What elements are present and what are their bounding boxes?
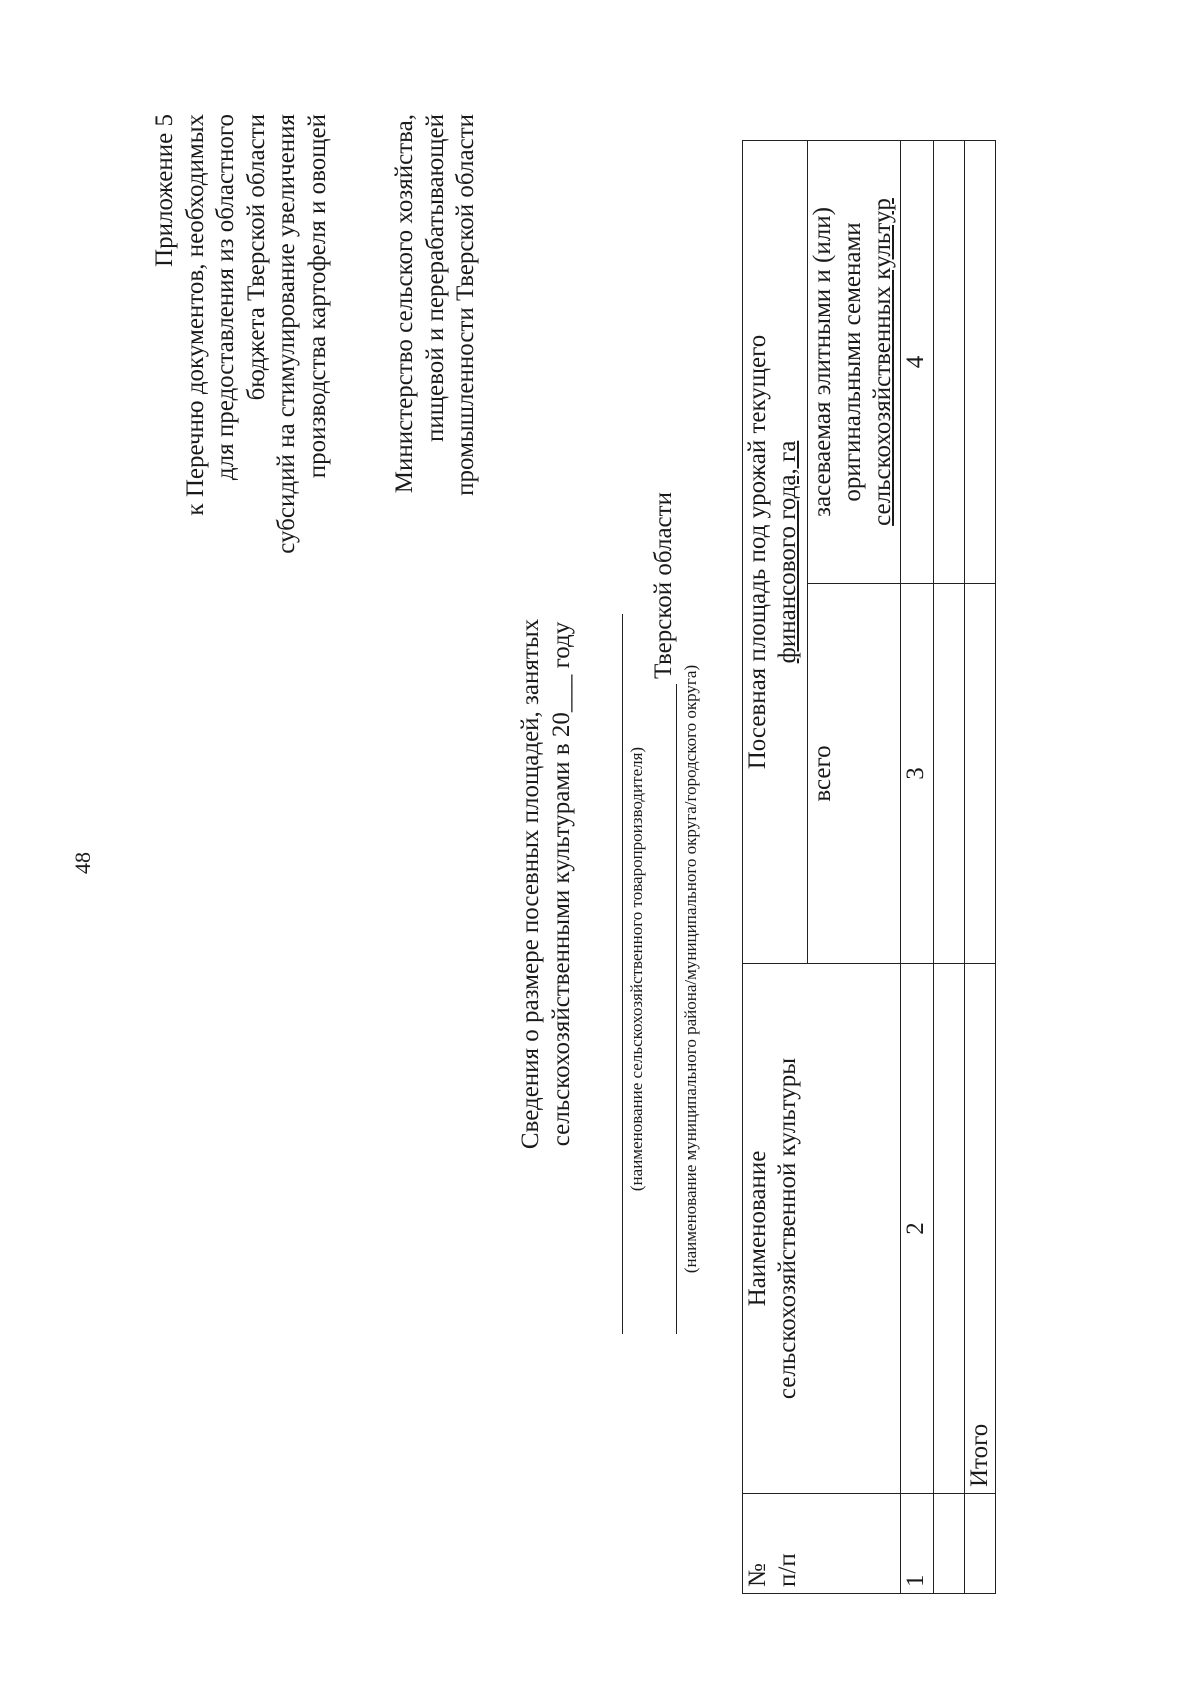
column-number-cell: 1 — [901, 1494, 934, 1594]
table-cell — [965, 1494, 996, 1594]
table-header-row — [743, 140, 808, 1593]
table-cell — [965, 140, 996, 583]
table-cell — [934, 140, 965, 583]
appendix-line: Приложение 5 — [151, 114, 178, 267]
appendix-line: для предоставления из областного — [212, 114, 239, 481]
appendix-line: к Перечню документов, необходимых — [181, 114, 209, 516]
municipality-name-caption: (наименование муниципального района/муниципального округа/городского округа) — [681, 664, 700, 1274]
table-cell — [934, 1494, 965, 1594]
document-title — [515, 534, 577, 1234]
header-crop-name-line: Наименование — [744, 1150, 771, 1307]
table-cell — [934, 584, 965, 964]
title-line: Сведения о размере посевных площадей, занятых — [517, 618, 544, 1150]
header-elite-line: засеваемая элитными и (или) — [809, 207, 836, 517]
table-cell — [934, 964, 965, 1494]
table-row-total — [965, 140, 996, 1593]
table-row — [934, 140, 965, 1593]
total-label-cell: Итого — [965, 964, 996, 1494]
addressee-block — [390, 114, 482, 724]
addressee-line: пищевой и перерабатывающей — [421, 114, 449, 443]
header-sown-area-line: Посевная площадь под урожай текущего — [744, 334, 771, 770]
appendix-line: производства картофеля и овощей — [303, 114, 331, 479]
column-number-cell: 3 — [901, 584, 934, 964]
appendix-header — [150, 114, 333, 724]
crop-area-table — [742, 140, 996, 1594]
producer-name-caption: (наименование сельскохозяйственного товаропроизводителя) — [627, 746, 646, 1192]
column-number-cell: 4 — [901, 140, 934, 583]
table-cell — [965, 584, 996, 964]
header-sown-area-line: финансового года, га — [774, 440, 801, 664]
header-num-symbol: № — [744, 1563, 771, 1587]
table-row — [901, 140, 934, 1593]
header-sown-area-cell — [743, 140, 808, 963]
header-elite-seeds-cell — [808, 140, 901, 583]
header-total-cell: всего — [808, 584, 901, 964]
addressee-line: Министерство сельского хозяйства, — [391, 114, 418, 494]
municipality-name-line — [676, 684, 677, 1334]
header-elite-line: сельскохозяйственных культур — [869, 198, 896, 526]
region-suffix: Тверской области — [650, 492, 677, 679]
header-num-cell — [743, 1494, 901, 1594]
header-elite-line: оригинальными семенами — [839, 222, 866, 502]
page-number: 48 — [70, 852, 95, 874]
header-num-abbr: п/п — [774, 1553, 801, 1587]
addressee-line: промышленности Тверской области — [452, 114, 479, 496]
appendix-line: субсидий на стимулирование увеличения — [273, 114, 300, 554]
title-line: сельскохозяйственными культурами в 20___ году — [548, 621, 575, 1147]
column-number-cell: 2 — [901, 964, 934, 1494]
header-crop-name-line: сельскохозяйственной культуры — [774, 1057, 801, 1400]
header-crop-name-cell — [743, 964, 901, 1494]
appendix-line: бюджета Тверской области — [242, 114, 270, 401]
producer-name-line — [622, 614, 623, 1334]
